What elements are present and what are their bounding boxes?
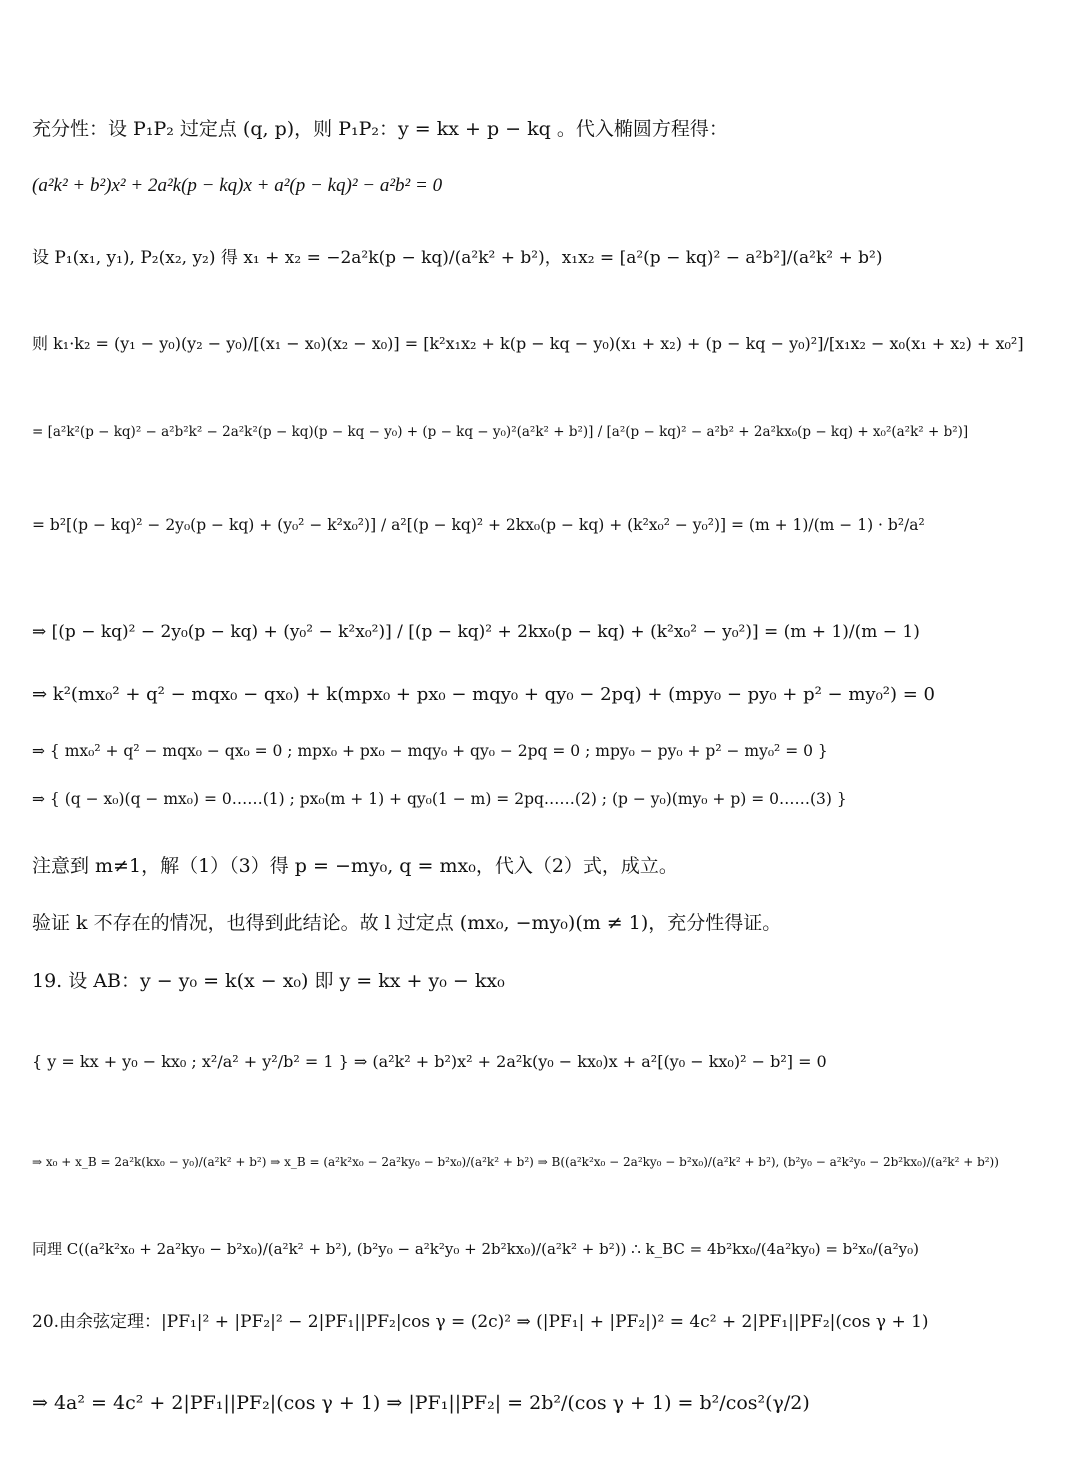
equation-expanded: = [a²k²(p − kq)² − a²b²k² − 2a²k²(p − kq)(p − kq − y₀) + (p − kq − y₀)²(a²k² + b²)] / [a²(p − kq)² − a²b² + 2a²kx₀(p − kq) + x₀²(a²k² + b²)] — [32, 424, 969, 440]
text-note: 注意到 m≠1，解（1）（3）得 p = −my₀, q = mx₀，代入（2）式，成立。 — [32, 855, 678, 877]
equation-19-system: { y = kx + y₀ − kx₀ ; x²/a² + y²/b² = 1 } ⇒ (a²k² + b²)x² + 2a²k(y₀ − kx₀)x + a²[(y₀ − kx₀)² − b²] = 0 — [32, 1052, 827, 1071]
equation-ratio: ⇒ [(p − kq)² − 2y₀(p − kq) + (y₀² − k²x₀²)] / [(p − kq)² + 2kx₀(p − kq) + (k²x₀² − y₀²)] = (m + 1)/(m − 1) — [32, 622, 920, 642]
text-verify: 验证 k 不存在的情况，也得到此结论。故 l 过定点 (mx₀, −my₀)(m ≠ 1)，充分性得证。 — [32, 912, 782, 934]
equation-simplified: = b²[(p − kq)² − 2y₀(p − kq) + (y₀² − k²x₀²)] / a²[(p − kq)² + 2kx₀(p − kq) + (k²x₀² − y₀²)] = (m + 1)/(m − 1) · b²/a² — [32, 516, 925, 534]
problem-19-heading: 19. 设 AB：y − y₀ = k(x − x₀) 即 y = kx + y₀ − kx₀ — [32, 970, 505, 992]
equation-20-result: ⇒ 4a² = 4c² + 2|PF₁||PF₂|(cos γ + 1) ⇒ |PF₁||PF₂| = 2b²/(cos γ + 1) = b²/cos²(γ/2) — [32, 1392, 810, 1414]
equation-quadratic: (a²k² + b²)x² + 2a²k(p − kq)x + a²(p − kq)² − a²b² = 0 — [32, 175, 443, 196]
equation-polynomial-k: ⇒ k²(mx₀² + q² − mqx₀ − qx₀) + k(mpx₀ + px₀ − mqy₀ + qy₀ − 2pq) + (mpy₀ − py₀ + p² − my₀²) = 0 — [32, 684, 936, 705]
equation-vieta: 设 P₁(x₁, y₁), P₂(x₂, y₂) 得 x₁ + x₂ = −2a²k(p − kq)/(a²k² + b²)，x₁x₂ = [a²(p − kq)² − a²b²]/(a²k² + b²) — [32, 248, 883, 268]
equation-slope-product: 则 k₁·k₂ = (y₁ − y₀)(y₂ − y₀)/[(x₁ − x₀)(x₂ − x₀)] = [k²x₁x₂ + k(p − kq − y₀)(x₁ + x₂) + (p − kq − y₀)²]/[x₁x₂ − x₀(x₁ + x₂) + x₀²] — [32, 334, 1024, 353]
equation-system-1: ⇒ { mx₀² + q² − mqx₀ − qx₀ = 0 ; mpx₀ + px₀ − mqy₀ + qy₀ − 2pq = 0 ; mpy₀ − py₀ + p² − my₀² = 0 } — [32, 742, 828, 760]
text-line-sufficiency: 充分性：设 P₁P₂ 过定点 (q, p)，则 P₁P₂：y = kx + p − kq 。代入椭圆方程得： — [32, 118, 728, 140]
problem-20-law-of-cosines: 20.由余弦定理：|PF₁|² + |PF₂|² − 2|PF₁||PF₂|cos γ = (2c)² ⇒ (|PF₁| + |PF₂|)² = 4c² + 2|PF₁||PF₂|(cos γ + 1) — [32, 1312, 929, 1332]
equation-19-point-c: 同理 C((a²k²x₀ + 2a²ky₀ − b²x₀)/(a²k² + b²), (b²y₀ − a²k²y₀ + 2b²kx₀)/(a²k² + b²)) ∴ k_BC = 4b²kx₀/(4a²ky₀) = b²x₀/(a²y₀) — [32, 1240, 919, 1258]
equation-19-point-b: ⇒ x₀ + x_B = 2a²k(kx₀ − y₀)/(a²k² + b²) ⇒ x_B = (a²k²x₀ − 2a²ky₀ − b²x₀)/(a²k² + b²) ⇒ B((a²k²x₀ − 2a²ky₀ − b²x₀)/(a²k² + b²), (b²y₀ − a²k²y₀ − 2b²kx₀)/(a²k² + b²)) — [32, 1155, 999, 1169]
equation-system-2: ⇒ { (q − x₀)(q − mx₀) = 0……(1) ; px₀(m + 1) + qy₀(1 − m) = 2pq……(2) ; (p − y₀)(my₀ + p) = 0……(3) } — [32, 790, 847, 808]
